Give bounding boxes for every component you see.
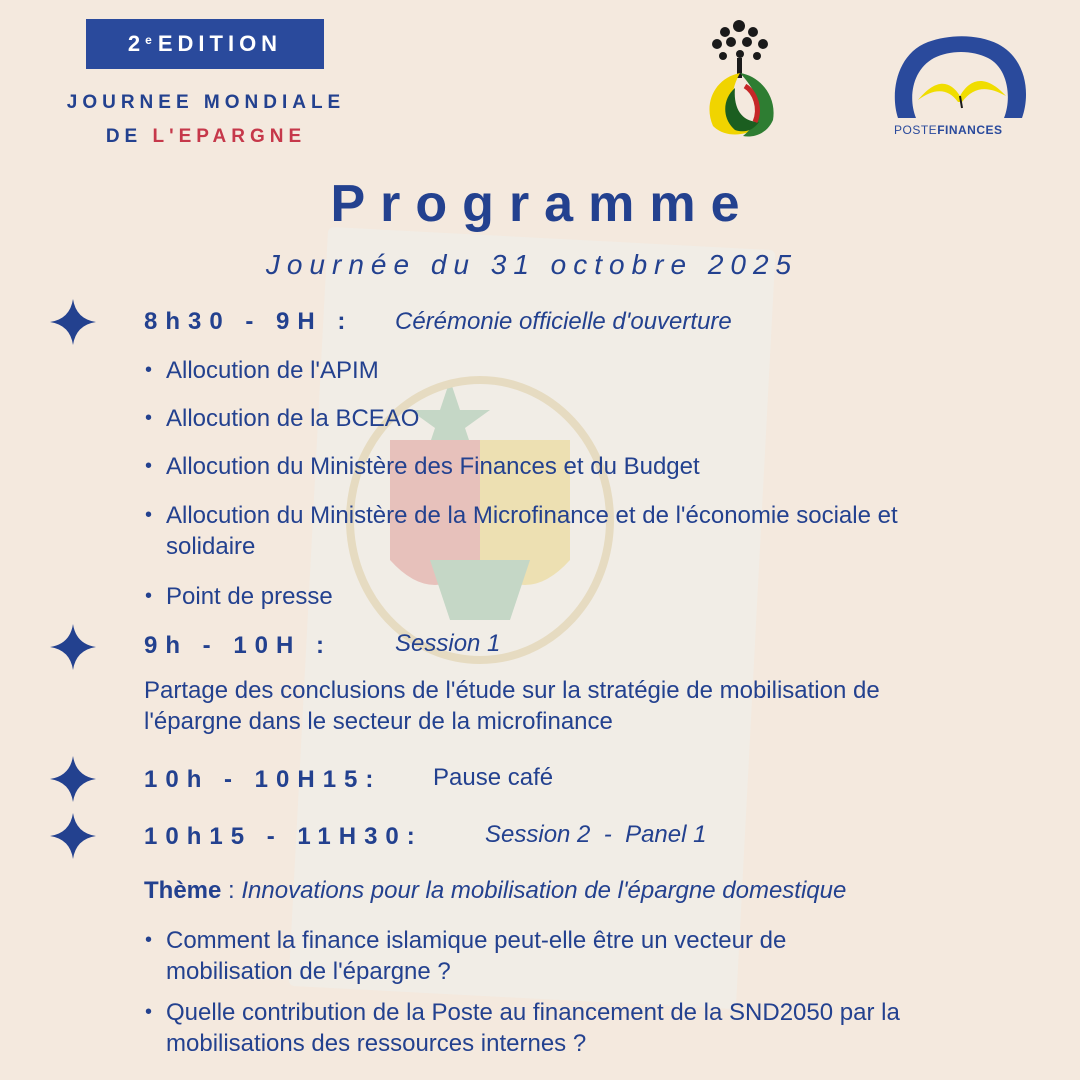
session-description: Partage des conclusions de l'étude sur la stratégie de mobilisation de l'épargne dans le secteur de la microfinance [144,677,880,735]
theme-separator: : [221,877,242,904]
edition-badge [86,19,324,69]
session-time: 8h30 - 9H : [144,308,354,335]
postefinances-wordmark [894,123,1003,137]
event-name-de: DE [105,126,143,147]
star-bullet-icon [50,624,96,670]
session-label: Cérémonie officielle d'ouverture [395,308,732,335]
list-item: • Quelle contribution de la Poste au financement de la SND2050 par la mobilisations des ressources internes ? [145,999,900,1057]
postefinances-logo [888,34,1032,126]
event-name-line2 [36,126,376,148]
session-label: Pause café [433,764,554,791]
list-item: • Allocution de l'APIM [145,357,379,384]
list-item: • Point de presse [145,583,333,610]
star-bullet-icon [50,756,96,802]
event-name-line1: JOURNEE MONDIALE [66,92,346,113]
session-time: 10h - 10H15: [144,766,382,793]
event-name-epargne: L'EPARGNE [152,126,307,147]
star-bullet-icon [50,813,96,859]
page-title: Programme [330,175,755,233]
star-bullet-icon [50,299,96,345]
list-item: • Allocution de la BCEAO [145,405,420,432]
session-label: Session 2 - Panel 1 [485,821,707,848]
list-item: • Allocution du Ministère des Finances et du Budget [145,453,700,480]
edition-superscript: e [145,33,152,47]
page-subtitle-date: Journée du 31 octobre 2025 [265,249,799,280]
wordmark-poste: POSTE [894,123,938,137]
list-item: • Comment la finance islamique peut-elle être un vecteur de mobilisation de l'épargne ? [145,927,787,985]
list-item: • Allocution du Ministère de la Microfinance et de l'économie sociale et solidaire [145,502,898,560]
ministry-tree-logo [695,18,785,140]
theme-label: Thème [144,877,222,904]
edition-word: EDITION [157,31,283,56]
session-label: Session 1 [395,630,501,657]
session-time: 9h - 10H : [144,632,333,659]
theme-text: Innovations pour la mobilisation de l'épargne domestique [241,877,847,904]
wordmark-finances: FINANCES [937,123,1003,137]
session-time: 10h15 - 11H30: [144,823,423,850]
edition-number: 2 [127,31,146,56]
theme-line [144,875,846,906]
